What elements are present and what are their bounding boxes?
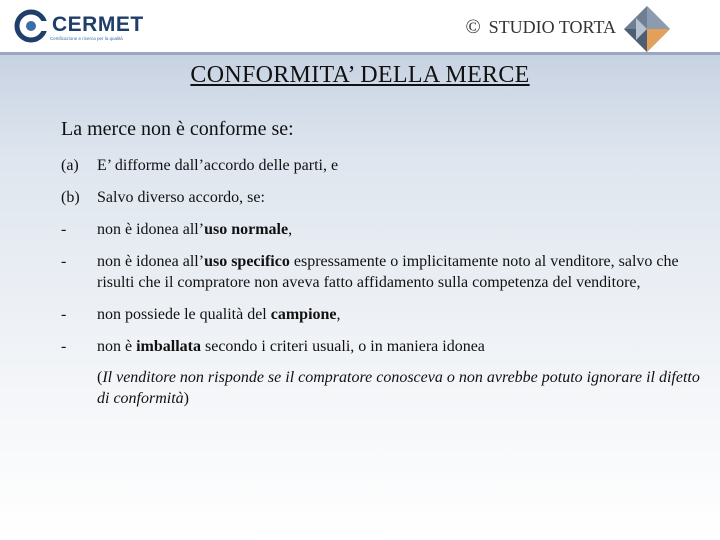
list-item-a xyxy=(61,155,701,176)
emphasis: uso normale xyxy=(204,221,289,238)
intro-text: La merce non è conforme se: xyxy=(61,118,294,140)
studio-torta-logo-icon xyxy=(622,4,672,54)
bullet-item-uso-specifico xyxy=(61,251,701,293)
bullet-text: non è idonea all’uso normale, xyxy=(97,221,293,238)
slide-title: CONFORMITA’ DELLA MERCE xyxy=(190,62,530,88)
studio-credit xyxy=(465,16,616,39)
header-divider xyxy=(0,52,720,55)
bullet-item-imballata xyxy=(61,336,701,357)
slide-body xyxy=(61,118,701,409)
item-text: E’ difforme dall’accordo delle parti, e xyxy=(97,157,339,174)
studio-name: STUDIO TORTA xyxy=(488,17,616,37)
copyright-symbol: © xyxy=(465,16,481,38)
bullet-item-campione xyxy=(61,304,701,325)
slide-header xyxy=(0,0,720,52)
bullet-item-uso-normale xyxy=(61,219,701,240)
emphasis: campione xyxy=(270,306,337,323)
dash-marker: - xyxy=(61,253,67,270)
cermet-logo-icon xyxy=(14,8,50,44)
list-item-b xyxy=(61,187,701,208)
item-marker: (a) xyxy=(61,157,79,174)
bullet-text: non è imballata secondo i criteri usuali, o in maniera idonea xyxy=(97,338,485,355)
bullet-text: non possiede le qualità del campione, xyxy=(97,306,341,323)
cermet-logo xyxy=(14,8,144,46)
dash-marker: - xyxy=(61,221,67,238)
emphasis: uso specifico xyxy=(204,253,290,270)
emphasis: imballata xyxy=(136,338,201,355)
bullet-text: non è idonea all’uso specifico espressamente o implicitamente noto al venditore, salvo che risulti che il compratore non aveva fatto affidamento sulla competenza del venditore, xyxy=(97,253,679,291)
dash-marker: - xyxy=(61,338,67,355)
italic-note: (Il venditore non risponde se il compratore conosceva o non avrebbe potuto ignorare il difetto di conformità) xyxy=(97,369,700,407)
logo-tagline: Certificazione e ricerca per la qualità xyxy=(50,36,123,41)
note-text: Il venditore non risponde se il compratore conosceva o non avrebbe potuto ignorare il difetto di conformità xyxy=(97,369,700,407)
dash-marker: - xyxy=(61,306,67,323)
item-text: Salvo diverso accordo, se: xyxy=(97,189,265,206)
item-marker: (b) xyxy=(61,189,80,206)
logo-wordmark: CERMET xyxy=(52,13,144,36)
